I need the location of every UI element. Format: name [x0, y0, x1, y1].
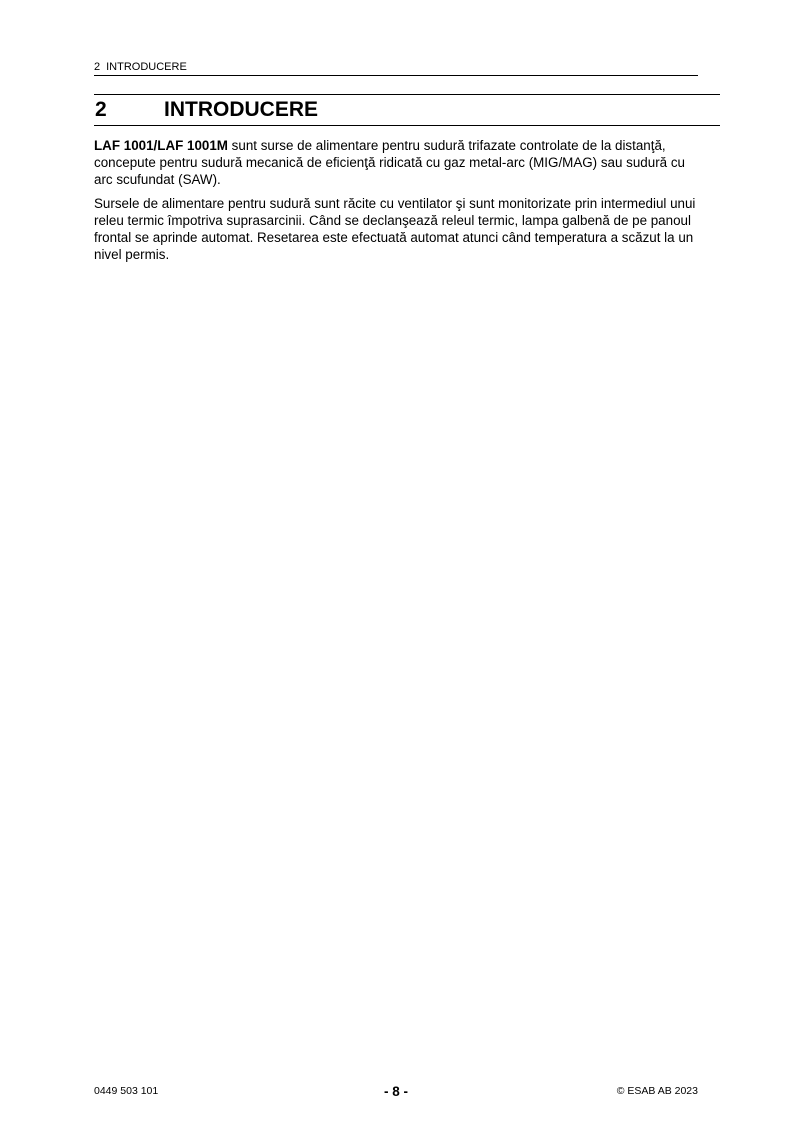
- section-heading: [94, 94, 720, 126]
- product-name: LAF 1001/LAF 1001M: [94, 138, 228, 153]
- page-footer: [94, 1082, 698, 1102]
- running-header-title: INTRODUCERE: [106, 61, 187, 73]
- paragraph-intro-text: sunt surse de alimentare pentru sudură trifazate controlate de la distanţă, concepute pentru sudură mecanică de eficienţă ridicată cu gaz metal-arc (MIG/MAG) sau sudură cu arc scufundat (SAW).: [94, 138, 685, 187]
- body-text: [94, 137, 698, 270]
- paragraph-intro: [94, 137, 698, 188]
- paragraph-cooling-text: Sursele de alimentare pentru sudură sunt răcite cu ventilator şi sunt monitorizate prin intermediul unui releu termic împotriva suprasarcinii. Când se declanşează releul termic, lampa galbenă de pe panoul frontal se aprinde automat. Resetarea este efectuată automat atunci când temperatura a scăzut la un nivel permis.: [94, 196, 696, 262]
- copyright: © ESAB AB 2023: [616, 1085, 698, 1097]
- document-number: 0449 503 101: [94, 1085, 159, 1097]
- paragraph-cooling: [94, 195, 698, 263]
- section-title: INTRODUCERE: [164, 98, 319, 121]
- page-number: - 8 -: [383, 1084, 408, 1099]
- running-header: [94, 61, 698, 76]
- running-header-number: 2: [94, 61, 101, 73]
- section-number: 2: [95, 98, 107, 121]
